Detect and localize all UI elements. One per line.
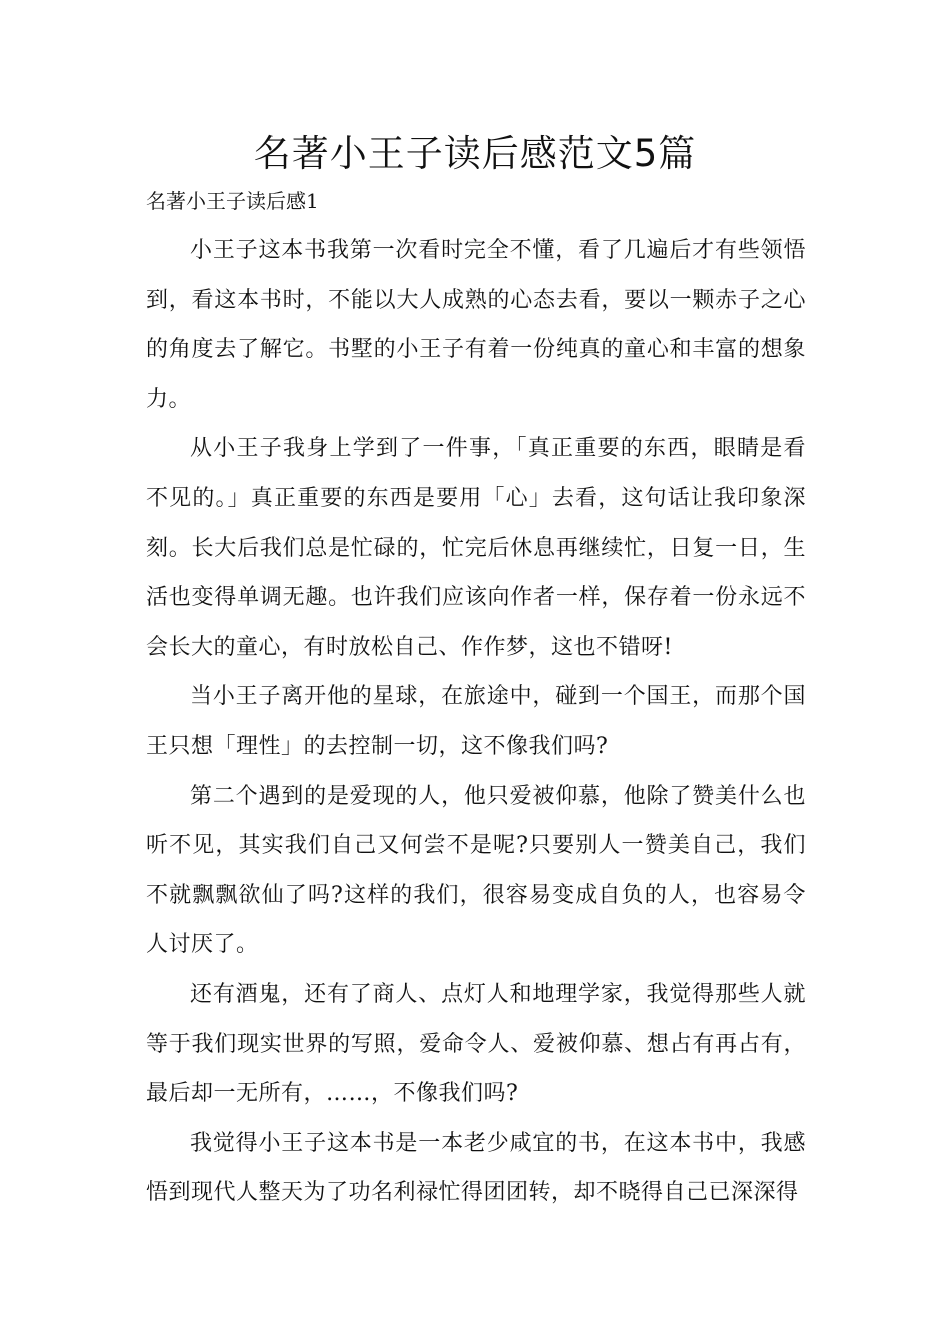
document-title: 名著小王子读后感范文5篇 xyxy=(253,132,697,175)
document-body xyxy=(146,226,806,1218)
paragraph: 小王子这本书我第一次看时完全不懂，看了几遍后才有些领悟到，看这本书时，不能以大人成熟的心态去看，要以一颗赤子之心的角度去了解它。书墅的小王子有着一份纯真的童心和丰富的想象力。 xyxy=(146,238,806,412)
section-heading: 名著小王子读后感1 xyxy=(146,189,319,213)
paragraph: 当小王子离开他的星球，在旅途中，碰到一个国王，而那个国王只想「理性」的去控制一切，这不像我们吗? xyxy=(146,684,806,759)
paragraph: 第二个遇到的是爱现的人，他只爱被仰慕，他除了赞美什么也听不见，其实我们自己又何尝不是呢?只要别人一赞美自己，我们不就飘飘欲仙了吗?这样的我们，很容易变成自负的人，也容易令人讨厌了。 xyxy=(146,783,806,958)
paragraph: 还有酒鬼，还有了商人、点灯人和地理学家，我觉得那些人就等于我们现实世界的写照，爱命令人、爱被仰慕、想占有再占有，最后却一无所有，……，不像我们吗? xyxy=(146,981,806,1107)
paragraph: 从小王子我身上学到了一件事，「真正重要的东西，眼睛是看不见的。」真正重要的东西是要用「心」去看，这句话让我印象深刻。长大后我们总是忙碌的，忙完后休息再继续忙，日复一日，生活也变得单调无趣。也许我们应该向作者一样，保存着一份永远不会长大的童心，有时放松自己、作作梦，这也不错呀! xyxy=(146,436,806,660)
paragraph: 我觉得小王子这本书是一本老少咸宜的书，在这本书中，我感悟到现代人整天为了功名利禄忙得团团转，却不晓得自己已深深得 xyxy=(146,1130,806,1206)
